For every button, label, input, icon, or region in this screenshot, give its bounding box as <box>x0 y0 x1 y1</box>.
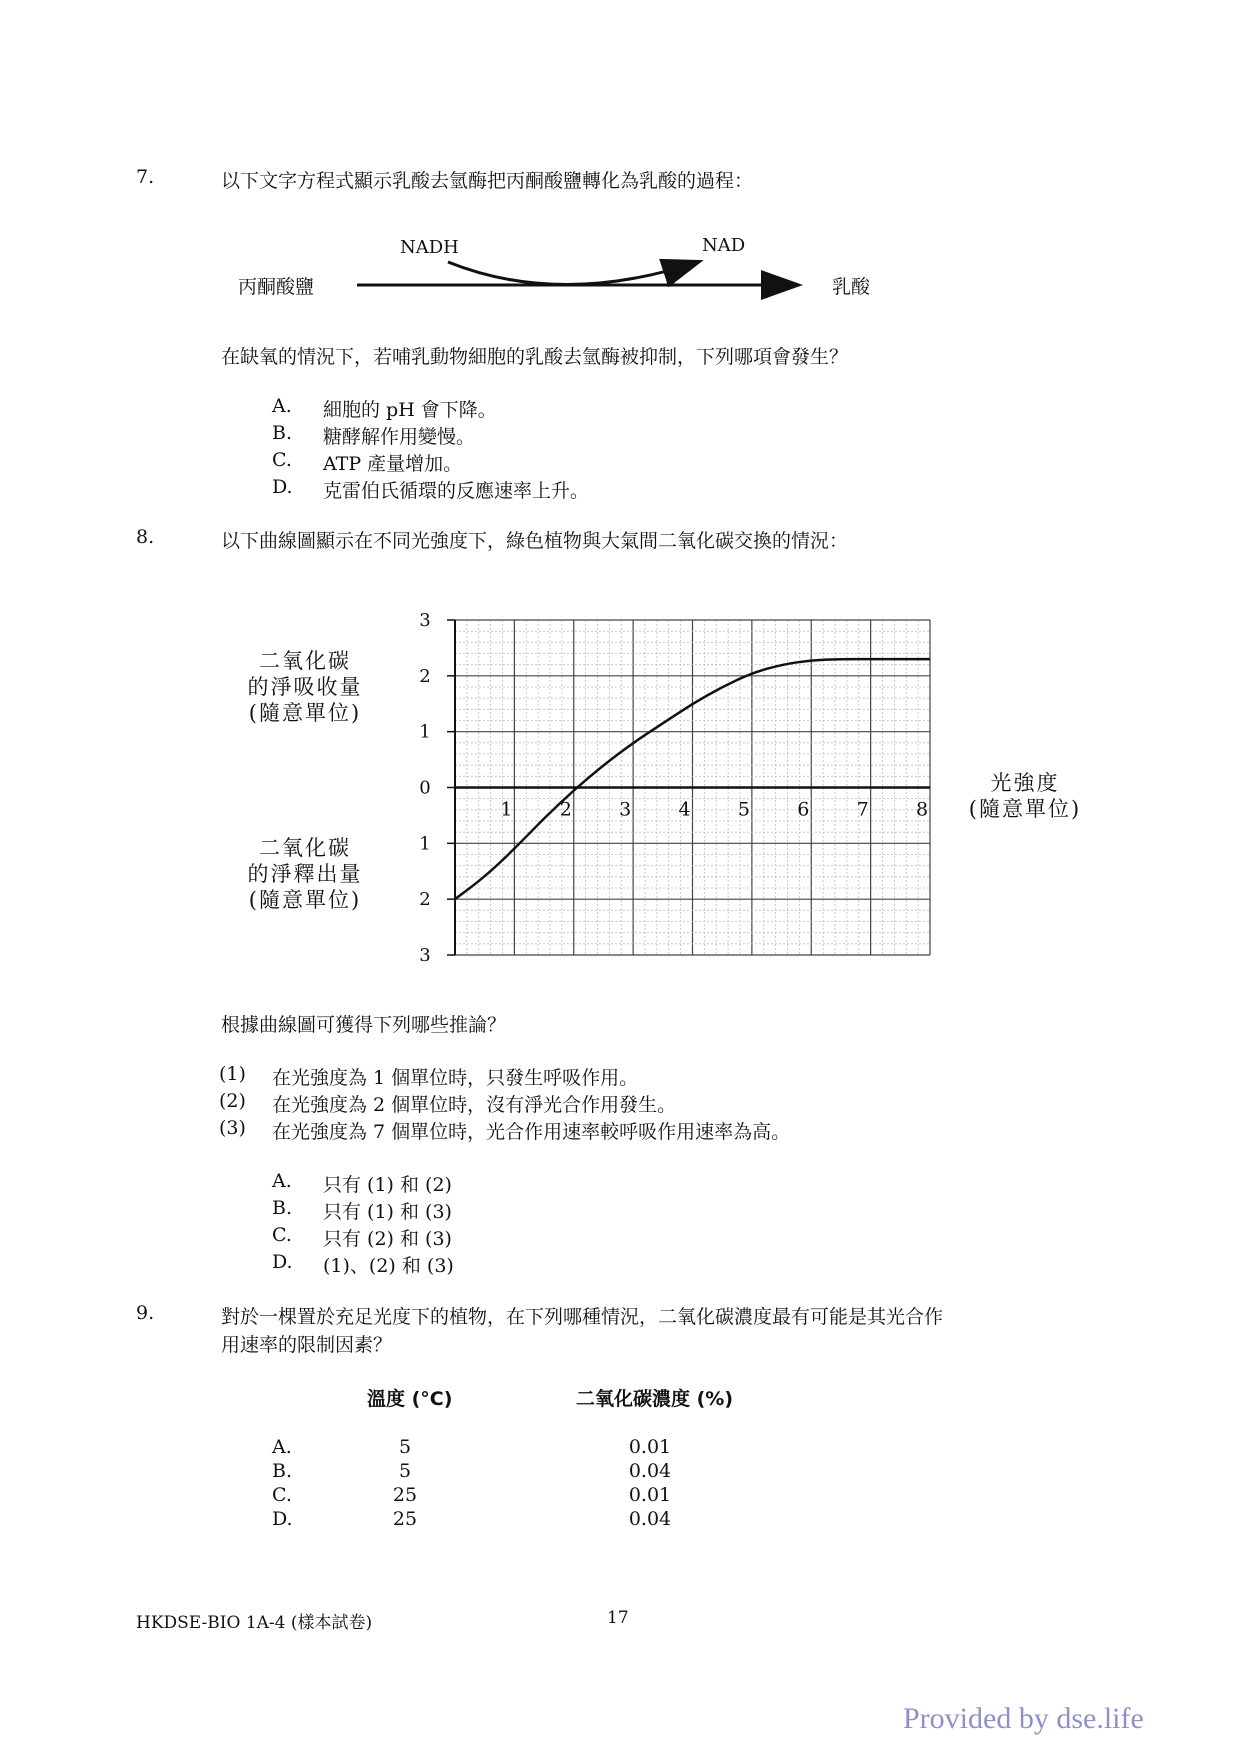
q9-row-b-temp: 5 <box>398 1460 412 1482</box>
watermark: Provided by dse.life <box>903 1702 1144 1735</box>
q9-row-c-temp: 25 <box>392 1484 418 1506</box>
y-tick-label: 3 <box>419 945 431 966</box>
q7-option-d-letter: D. <box>272 476 293 498</box>
q7-option-a-letter: A. <box>272 395 292 417</box>
q8-statement-1-num: (1) <box>219 1063 246 1085</box>
x-tick-label: 2 <box>559 798 572 821</box>
x-tick-label: 7 <box>856 798 869 821</box>
y-tick-label: 1 <box>419 721 431 743</box>
y-tick-label: 3 <box>419 610 431 631</box>
q8-option-d-text: (1)、(2) 和 (3) <box>323 1255 454 1277</box>
y-tick-label: 2 <box>419 889 431 911</box>
equation-reactant: 丙酮酸鹽 <box>238 276 315 298</box>
q8-stem: 以下曲線圖顯示在不同光強度下，綠色植物與大氣間二氧化碳交換的情況： <box>221 530 849 552</box>
q9-header-temp: 溫度 (°C) <box>367 1388 453 1410</box>
q7-word-equation <box>220 222 871 302</box>
q8-option-b-letter: B. <box>272 1197 293 1219</box>
q7-stem: 以下文字方程式顯示乳酸去氫酶把丙酮酸鹽轉化為乳酸的過程： <box>221 170 754 192</box>
exam-code: HKDSE-BIO 1A-4 (樣本試卷) <box>136 1613 373 1633</box>
q9-header-co2: 二氧化碳濃度 (%) <box>576 1388 734 1410</box>
q8-option-b-text: 只有 (1) 和 (3) <box>323 1201 452 1223</box>
x-tick-label: 8 <box>915 798 929 821</box>
q9-stem-line2: 用速率的限制因素？ <box>221 1334 393 1356</box>
page-number: 17 <box>607 1608 629 1628</box>
q8-option-a-letter: A. <box>272 1170 292 1192</box>
y-tick-label: 1 <box>419 833 431 855</box>
x-tick-label: 5 <box>737 798 750 821</box>
q7-option-c-text: ATP 產量增加。 <box>323 453 463 475</box>
q9-stem-line1: 對於一棵置於充足光度下的植物，在下列哪種情況，二氧化碳濃度最有可能是其光合作 <box>221 1306 944 1328</box>
equation-cofactor-in: NADH <box>400 237 459 258</box>
q9-row-d-temp: 25 <box>392 1508 418 1530</box>
q7-option-c-letter: C. <box>272 449 292 471</box>
q7-option-b-letter: B. <box>272 422 293 444</box>
y-tick-label: 0 <box>419 777 431 799</box>
equation-product: 乳酸 <box>832 276 871 298</box>
q8-statement-2-num: (2) <box>219 1090 246 1112</box>
q9-row-a-temp: 5 <box>398 1436 412 1458</box>
x-tick-label: 6 <box>797 798 810 821</box>
cofactor-curved-arrow <box>448 262 698 285</box>
q7-question: 在缺氧的情況下，若哺乳動物細胞的乳酸去氫酶被抑制，下列哪項會發生？ <box>221 346 849 368</box>
y-label-uptake: 二氧化碳 的淨吸收量 (隨意單位) <box>247 649 363 725</box>
q8-option-a-text: 只有 (1) 和 (2) <box>323 1174 452 1196</box>
q8-option-d-letter: D. <box>272 1251 293 1273</box>
q8-option-c-text: 只有 (2) 和 (3) <box>323 1228 452 1250</box>
q9-row-b-co2: 0.04 <box>628 1460 672 1482</box>
y-tick-label: 2 <box>419 665 431 687</box>
q8-statement-3-text: 在光強度為 7 個單位時，光合作用速率較呼吸作用速率為高。 <box>272 1121 791 1143</box>
q9-number: 9. <box>136 1302 155 1324</box>
q7-option-d-text: 克雷伯氏循環的反應速率上升。 <box>323 480 590 502</box>
q9-row-b-letter: B. <box>272 1460 293 1482</box>
y-label-release: 二氧化碳 的淨釋出量 (隨意單位) <box>247 836 363 912</box>
q8-statement-1-text: 在光強度為 1 個單位時，只發生呼吸作用。 <box>272 1067 639 1089</box>
q8-statement-3-num: (3) <box>219 1117 246 1139</box>
x-tick-label: 4 <box>678 798 691 821</box>
q8-option-c-letter: C. <box>272 1224 292 1246</box>
x-tick-label: 1 <box>500 798 513 821</box>
q9-row-a-letter: A. <box>272 1436 292 1458</box>
q9-row-d-letter: D. <box>272 1508 293 1530</box>
equation-arrows <box>220 222 820 302</box>
q8-number: 8. <box>136 526 155 548</box>
q9-row-d-co2: 0.04 <box>628 1508 672 1530</box>
x-tick-label: 3 <box>619 798 632 821</box>
co2-exchange-chart <box>400 600 940 980</box>
q7-option-b-text: 糖酵解作用變慢。 <box>323 426 476 448</box>
q9-row-c-letter: C. <box>272 1484 292 1506</box>
q9-row-c-co2: 0.01 <box>628 1484 672 1506</box>
q8-question: 根據曲線圖可獲得下列哪些推論？ <box>221 1014 507 1036</box>
equation-cofactor-out: NAD <box>702 235 746 256</box>
q7-option-a-text: 細胞的 pH 會下降。 <box>323 399 497 421</box>
q7-number: 7. <box>136 166 155 188</box>
q9-row-a-co2: 0.01 <box>628 1436 672 1458</box>
q8-statement-2-text: 在光強度為 2 個單位時，沒有淨光合作用發生。 <box>272 1094 677 1116</box>
x-axis-label: 光強度 (隨意單位) <box>968 771 1082 821</box>
